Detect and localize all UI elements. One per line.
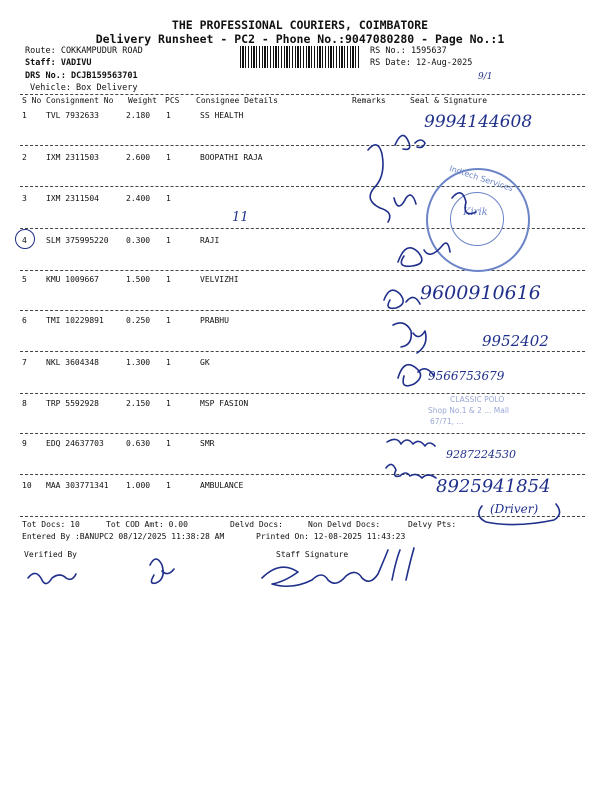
row-weight: 0.250 [126,316,151,325]
drs-label: DRS No.: DCJB159563701 [25,71,138,81]
row-sno: 4 [22,236,27,245]
company-title: THE PROFESSIONAL COURIERS, COIMBATORE [171,18,429,32]
row10-driver-note: (Driver) [490,502,539,516]
rs-date: RS Date: 12-Aug-2025 [370,58,473,68]
row-weight: 0.300 [126,236,151,245]
runsheet-subtitle: Delivery Runsheet - PC2 - Phone No.:9047080280 - Page No.:1 [95,32,505,46]
footer-entered-by: Entered By :BANUPC2 08/12/2025 11:38:28 AM [22,532,225,541]
row-consignment: SLM 375995220 [46,236,109,245]
col-seal: Seal & Signature [410,96,488,105]
row-consignee: PRABHU [200,316,229,325]
row-consignee: MSP FASION [200,399,249,408]
row-consignment: MAA 303771341 [46,481,109,490]
verified-by-signature [28,573,76,583]
col-consignment: Consignment No [46,96,114,105]
row9-signature [387,439,435,446]
row4-signature [398,243,450,266]
row8-phone: 9566753679 [428,369,505,383]
row6-signature [393,323,426,353]
col-weight: Weight [128,96,157,105]
row-pcs: 1 [166,439,171,448]
col-sno: S No [22,96,42,105]
row-pcs: 1 [166,236,171,245]
row-consignment: EDQ 24637703 [46,439,104,448]
row-sno: 6 [22,316,27,325]
row-4-handwritten-marks: 11 [232,210,249,225]
footer-delvy-pts: Delvy Pts: [408,520,457,529]
row-consignee: SMR [200,439,215,448]
row-consignment: IXM 2311504 [46,194,99,203]
route-label: Route: COKKAMPUDUR ROAD [25,46,143,56]
row-weight: 2.600 [126,153,151,162]
row-weight: 2.150 [126,399,151,408]
col-pcs: PCS [165,96,180,105]
row10-phone-b: 8925941854 [436,476,551,497]
row-sno: 5 [22,275,27,284]
row7-phone: 9952402 [482,332,549,350]
vehicle-label: Vehicle: Box Delivery [30,83,138,93]
row-pcs: 1 [166,358,171,367]
row10-phone-a: 9287224530 [446,448,516,461]
row-sno: 3 [22,194,27,203]
row-pcs: 1 [166,399,171,408]
row1-phone: 9994144608 [424,112,533,132]
row-pcs: 1 [166,194,171,203]
row3-signature [452,193,476,214]
seal-inner-text: Kirik [463,207,488,218]
row-weight: 2.180 [126,111,151,120]
footer-tot-docs: Tot Docs: 10 [22,520,80,529]
row-sno: 9 [22,439,27,448]
row-pcs: 1 [166,275,171,284]
staff-label: Staff: VADIVU [25,58,92,68]
row10-signature [386,464,436,478]
row-pcs: 1 [166,153,171,162]
row-consignee: VELVIZHI [200,275,239,284]
row-sno: 1 [22,111,27,120]
row-consignee: GK [200,358,210,367]
row-consignment: TMI 10229891 [46,316,104,325]
row-weight: 1.500 [126,275,151,284]
row-weight: 1.000 [126,481,151,490]
row-pcs: 1 [166,316,171,325]
rs-number: RS No.: 1595637 [370,46,447,56]
row5-signature [384,290,420,308]
row-pcs: 1 [166,111,171,120]
footer-tot-cod: Tot COD Amt: 0.00 [106,520,188,529]
row-consignee: AMBULANCE [200,481,244,490]
row-consignment: TRP 5592928 [46,399,99,408]
row-sno: 7 [22,358,27,367]
row-pcs: 1 [166,481,171,490]
row-weight: 1.300 [126,358,151,367]
col-remarks: Remarks [352,96,386,105]
footer-staff-signature: Staff Signature [276,550,349,559]
row1-signature [395,135,425,149]
row6-phone: 9600910616 [420,282,541,304]
entered-by-signature [150,559,174,583]
row-consignee: SS HEALTH [200,111,244,120]
faint-stamp-line2: Shop No.1 & 2 ... Mall [428,406,510,415]
handwritten-mark: 9/1 [478,72,493,82]
footer-printed-on: Printed On: 12-08-2025 11:43:23 [256,532,406,541]
row-consignee: RAJI [200,236,220,245]
row-weight: 2.400 [126,194,151,203]
col-consignee: Consignee Details [196,96,278,105]
row-consignment: NKL 3604348 [46,358,99,367]
seal-text: Indtech Services [448,163,515,194]
footer-non-delvd: Non Delvd Docs: [308,520,381,529]
footer-delvd-docs: Delvd Docs: [230,520,283,529]
faint-stamp-line1: CLASSIC POLO [450,395,505,404]
row-consignment: TVL 7932633 [46,111,99,120]
row-consignee: BOOPATHI RAJA [200,153,263,162]
row-sno: 2 [22,153,27,162]
row-sno: 8 [22,399,27,408]
row-weight: 0.630 [126,439,151,448]
row2-signature [368,145,416,222]
faint-stamp-line3: 67/71, ... [430,417,464,426]
row-consignment: IXM 2311503 [46,153,99,162]
row-sno: 10 [22,481,32,490]
row-consignment: KMU 1009667 [46,275,99,284]
footer-verified-by: Verified By [24,550,77,559]
